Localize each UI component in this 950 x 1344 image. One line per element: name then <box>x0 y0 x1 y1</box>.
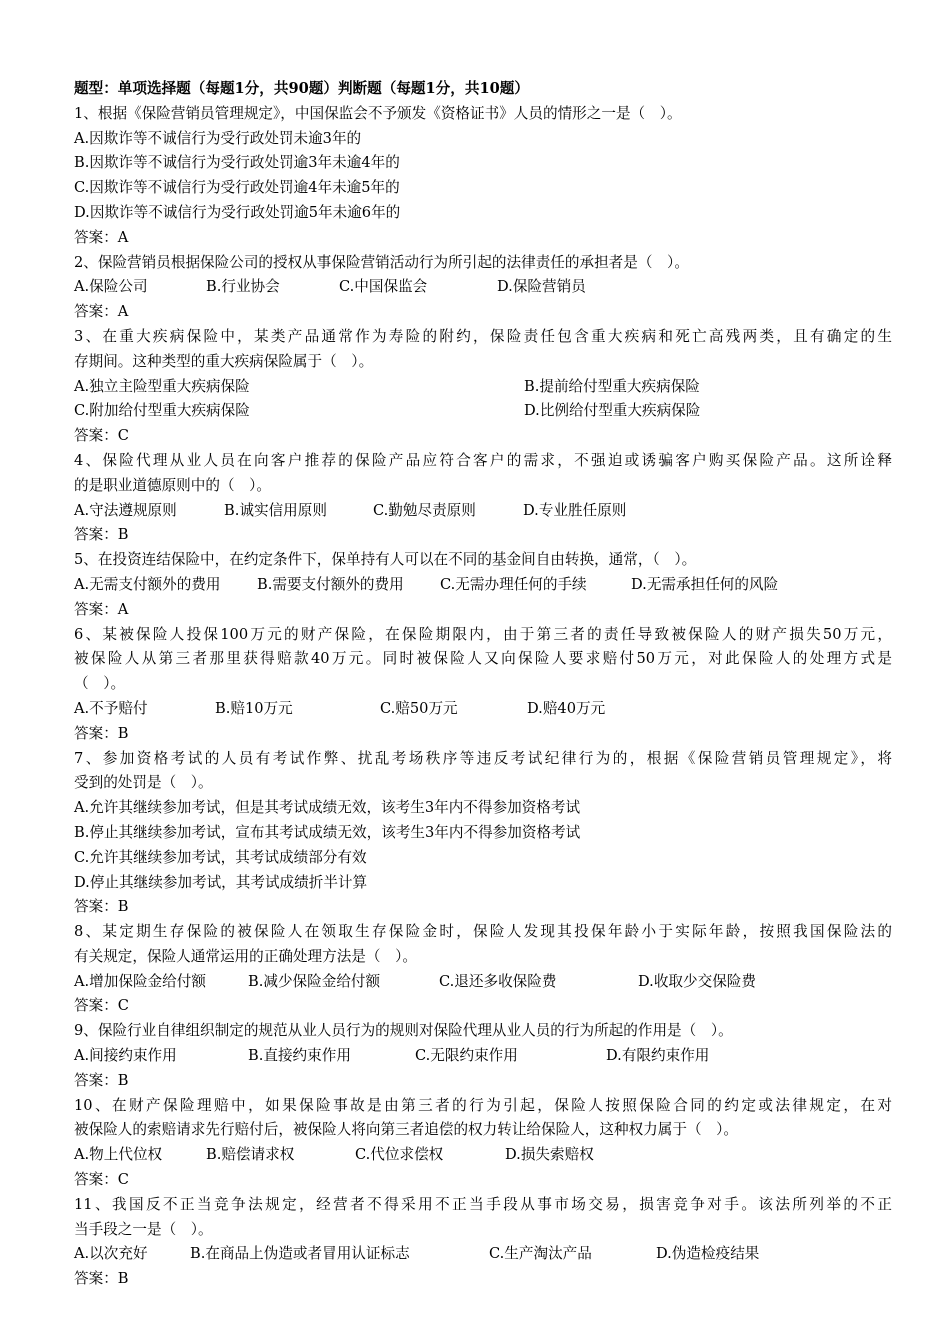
question-stem-line: 7、参加资格考试的人员有考试作弊、扰乱考场秩序等违反考试纪律行为的，根据《保险营销员管理规定》，将 <box>74 749 892 767</box>
answer-option: C.无需办理任何的手续 <box>440 575 587 593</box>
option-row <box>74 1044 892 1069</box>
answer-option: B.在商品上伪造或者冒用认证标志 <box>190 1245 410 1263</box>
option-row <box>74 573 892 598</box>
answer-option: A.独立主险型重大疾病保险 <box>74 377 250 395</box>
question-stem-line: 被保险人从第三者那里获得赔款40万元。同时被保险人又向保险人要求赔付50万元，对此保险人的处理方式是 <box>74 650 892 668</box>
question-stem-line: 4、保险代理从业人员在向客户推荐的保险产品应符合客户的需求，不强迫或诱骗客户购买保险产品。这所诠释 <box>74 451 892 469</box>
question-7 <box>74 747 892 921</box>
question-6 <box>74 623 892 747</box>
option-row <box>74 821 892 846</box>
question-stem-line: 受到的处罚是（ ）。 <box>74 774 213 792</box>
question-5 <box>74 548 892 622</box>
option-row <box>74 1242 892 1267</box>
option-row <box>74 127 892 152</box>
answer-option: B.直接约束作用 <box>248 1047 351 1065</box>
answer-option: A.间接约束作用 <box>74 1047 177 1065</box>
answer-option: D.因欺诈等不诚信行为受行政处罚逾5年未逾6年的 <box>74 203 401 221</box>
answer-option: C.附加给付型重大疾病保险 <box>74 402 250 420</box>
question-9 <box>74 1019 892 1093</box>
answer-option: C.赔50万元 <box>380 699 458 717</box>
answer-option: C.中国保监会 <box>339 278 428 296</box>
answer-option: A.物上代位权 <box>74 1146 163 1164</box>
answer-line: 答案：A <box>74 228 129 246</box>
answer-line: 答案：B <box>74 1071 129 1089</box>
answer-line: 答案：B <box>74 724 129 742</box>
answer-line: 答案：B <box>74 1270 129 1288</box>
option-row <box>74 399 892 424</box>
answer-line: 答案：C <box>74 997 129 1015</box>
question-stem-line: 当手段之一是（ ）。 <box>74 1220 213 1238</box>
question-stem-line: 6、某被保险人投保100万元的财产保险，在保险期限内，由于第三者的责任导致被保险人的财产损失50万元， <box>74 625 892 643</box>
answer-option: C.生产淘汰产品 <box>489 1245 592 1263</box>
answer-option: D.损失索赔权 <box>505 1146 594 1164</box>
option-row <box>74 176 892 201</box>
answer-option: A.守法遵规原则 <box>74 501 177 519</box>
option-row <box>74 1143 892 1168</box>
answer-option: B.赔10万元 <box>215 699 293 717</box>
question-stem-line: 被保险人的索赔请求先行赔付后，被保险人将向第三者追偿的权力转让给保险人，这种权力属于（ ）。 <box>74 1121 739 1139</box>
question-stem-line: 存期间。这种类型的重大疾病保险属于（ ）。 <box>74 352 374 370</box>
question-stem-line: 10、在财产保险理赔中，如果保险事故是由第三者的行为引起，保险人按照保险合同的约定或法律规定，在对 <box>74 1096 892 1114</box>
answer-option: B.行业协会 <box>206 278 280 296</box>
option-row <box>74 375 892 400</box>
answer-option: B.减少保险金给付额 <box>248 972 381 990</box>
answer-option: A.保险公司 <box>74 278 148 296</box>
answer-option: A.以次充好 <box>74 1245 148 1263</box>
answer-option: D.比例给付型重大疾病保险 <box>524 402 701 420</box>
question-stem-line: （ ）。 <box>74 675 126 693</box>
answer-line: 答案：A <box>74 303 129 321</box>
option-row <box>74 970 892 995</box>
question-3 <box>74 325 892 449</box>
option-row <box>74 796 892 821</box>
question-11 <box>74 1193 892 1292</box>
answer-option: A.增加保险金给付额 <box>74 972 206 990</box>
option-row <box>74 846 892 871</box>
answer-option: A.不予赔付 <box>74 699 148 717</box>
answer-option: B.停止其继续参加考试，宣布其考试成绩无效，该考生3年内不得参加资格考试 <box>74 823 581 841</box>
question-4 <box>74 449 892 548</box>
answer-option: B.需要支付额外的费用 <box>257 575 404 593</box>
question-8 <box>74 920 892 1019</box>
answer-option: C.退还多收保险费 <box>439 972 557 990</box>
answer-option: D.赔40万元 <box>527 699 606 717</box>
question-stem-line: 有关规定，保险人通常运用的正确处理方法是（ ）。 <box>74 947 417 965</box>
answer-line: 答案：C <box>74 427 129 445</box>
answer-option: C.因欺诈等不诚信行为受行政处罚逾4年未逾5年的 <box>74 179 400 197</box>
answer-option: C.勤勉尽责原则 <box>373 501 476 519</box>
answer-option: D.停止其继续参加考试，其考试成绩折半计算 <box>74 873 368 891</box>
option-row <box>74 871 892 896</box>
option-row <box>74 499 892 524</box>
answer-option: B.诚实信用原则 <box>224 501 327 519</box>
option-row <box>74 697 892 722</box>
question-stem-line: 9、保险行业自律组织制定的规范从业人员行为的规则对保险代理从业人员的行为所起的作用是（ ）。 <box>74 1022 733 1040</box>
question-stem-line: 8、某定期生存保险的被保险人在领取生存保险金时，保险人发现其投保年龄小于实际年龄，按照我国保险法的 <box>74 923 892 941</box>
answer-line: 答案：B <box>74 526 129 544</box>
question-stem-line: 的是职业道德原则中的（ ）。 <box>74 476 272 494</box>
question-list <box>74 102 892 1292</box>
answer-option: B.提前给付型重大疾病保险 <box>524 377 700 395</box>
answer-line: 答案：A <box>74 600 129 618</box>
answer-option: C.允许其继续参加考试，其考试成绩部分有效 <box>74 848 367 866</box>
answer-option: A.因欺诈等不诚信行为受行政处罚未逾3年的 <box>74 129 362 147</box>
answer-option: B.赔偿请求权 <box>206 1146 295 1164</box>
answer-option: D.保险营销员 <box>497 278 586 296</box>
answer-line: 答案：C <box>74 1171 129 1189</box>
answer-option: C.无限约束作用 <box>415 1047 518 1065</box>
answer-option: B.因欺诈等不诚信行为受行政处罚逾3年未逾4年的 <box>74 154 400 172</box>
answer-option: C.代位求偿权 <box>355 1146 444 1164</box>
answer-option: D.专业胜任原则 <box>523 501 627 519</box>
section-header: 题型：单项选择题（每题1分，共90题）判断题（每题1分，共10题） <box>74 80 529 97</box>
question-2 <box>74 251 892 325</box>
answer-option: A.无需支付额外的费用 <box>74 575 221 593</box>
answer-option: A.允许其继续参加考试，但是其考试成绩无效，该考生3年内不得参加资格考试 <box>74 799 581 817</box>
question-10 <box>74 1094 892 1193</box>
answer-option: D.有限约束作用 <box>606 1047 710 1065</box>
answer-line: 答案：B <box>74 898 129 916</box>
option-row <box>74 275 892 300</box>
option-row <box>74 201 892 226</box>
question-stem-line: 11、我国反不正当竞争法规定，经营者不得采用不正当手段从事市场交易，损害竞争对手。该法所列举的不正 <box>74 1195 892 1213</box>
question-1 <box>74 102 892 251</box>
answer-option: D.无需承担任何的风险 <box>631 575 779 593</box>
document-page <box>74 77 892 1292</box>
question-stem-line: 2、保险营销员根据保险公司的授权从事保险营销活动行为所引起的法律责任的承担者是（ ）。 <box>74 253 689 271</box>
option-row <box>74 151 892 176</box>
question-stem-line: 5、在投资连结保险中，在约定条件下，保单持有人可以在不同的基金间自由转换，通常，（ ）。 <box>74 551 697 569</box>
answer-option: D.收取少交保险费 <box>638 972 756 990</box>
answer-option: D.伪造检疫结果 <box>656 1245 760 1263</box>
question-stem-line: 3、在重大疾病保险中，某类产品通常作为寿险的附约，保险责任包含重大疾病和死亡高残两类，且有确定的生 <box>74 327 892 345</box>
question-stem-line: 1、根据《保险营销员管理规定》，中国保监会不予颁发《资格证书》人员的情形之一是（ ）。 <box>74 104 682 122</box>
